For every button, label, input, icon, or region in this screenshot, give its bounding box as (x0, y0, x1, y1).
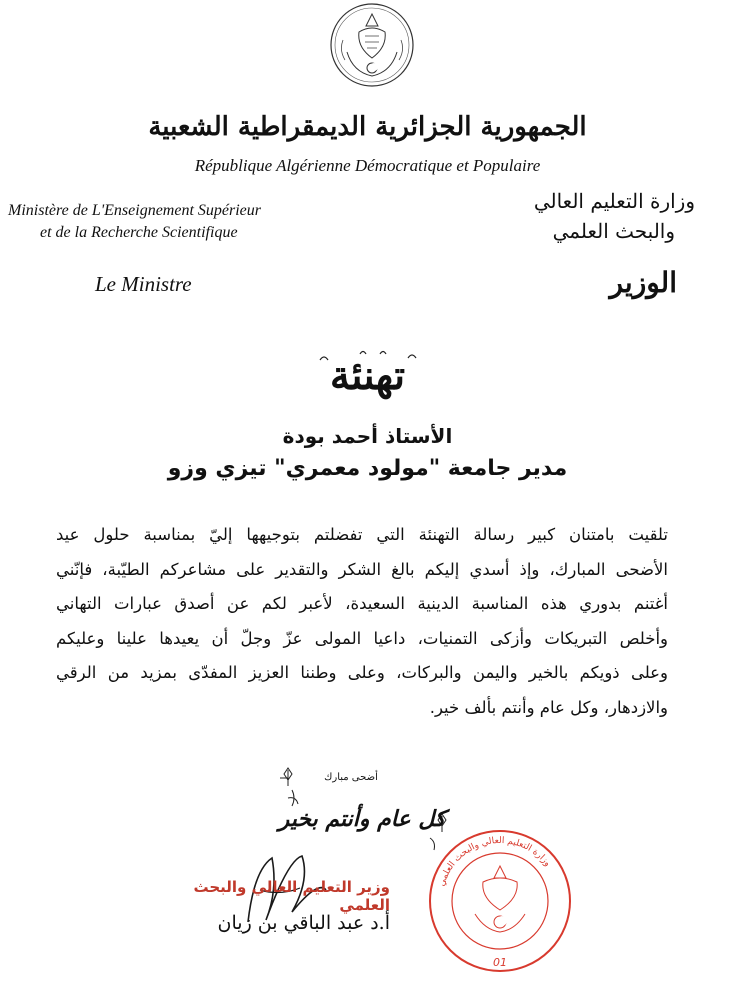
official-stamp (425, 826, 575, 976)
minister-title-french: Le Ministre (95, 272, 192, 296)
body-line: وعلى ذويكم بالخير واليمن والبركات، وعلى وطننا العزيز المفدّى بمزيد من الرقي (56, 663, 668, 682)
recipient-name: الأستاذ أحمد بودة (282, 424, 453, 448)
body-line: تلقيت بامتنان كبير رسالة التهنئة التي تفضلتم بتوجيهها إليّ بمناسبة حلول عيد (56, 525, 668, 544)
ministry-arabic-line1: وزارة التعليم العالي (533, 189, 695, 213)
stamp-ring-text: وزارة التعليم العالي والبحث العلمي (437, 835, 553, 888)
ministry-arabic-line2: والبحث العلمي (552, 219, 675, 243)
body-line: الأضحى المبارك، وإذ أسدي إليكم بالغ الشكر والتقدير على مشاعركم الطيّبة، فإنّني (56, 559, 668, 579)
republic-french: République Algérienne Démocratique et Populaire (194, 156, 541, 175)
signatory-name: أ.د عبد الباقي بن زيان (217, 912, 390, 934)
body-line: وأخلص التبريكات وأزكى التمنيات، داعيا المولى عزّ وجلّ أن يعيدها علينا وعليكم (56, 628, 668, 648)
stamp-number: 01 (493, 956, 507, 969)
greeting-script: كل عام وأنتم بخير (278, 806, 446, 832)
ministry-french (8, 200, 328, 244)
recipient-position: مدير جامعة "مولود معمري" تيزي وزو (167, 456, 568, 481)
letter-heading: تهنئة (329, 352, 406, 399)
ministry-french-line1: Ministère de L'Enseignement Supérieur (8, 202, 261, 219)
national-emblem (329, 2, 415, 88)
letter-body (56, 518, 668, 725)
ministry-arabic (465, 186, 695, 246)
body-line: أغتنم بدوري هذه المناسبة الدينية السعيدة، لأعبر لكم عن أصدق عبارات التهاني (56, 594, 668, 613)
body-line: والازدهار، وكل عام وأنتم بألف خير. (429, 697, 668, 717)
greeting-small-text: أضحى مبارك (324, 772, 378, 783)
republic-arabic: الجمهورية الجزائرية الديمقراطية الشعبية (148, 112, 587, 142)
svg-text:وزارة التعليم العالي والبحث ال (437, 836, 552, 888)
minister-title-arabic: الوزير (609, 266, 677, 299)
ministry-french-line2: et de la Recherche Scientifique (40, 224, 238, 241)
signatory-title: وزير التعليم العالي والبحث العلمي (193, 878, 390, 914)
